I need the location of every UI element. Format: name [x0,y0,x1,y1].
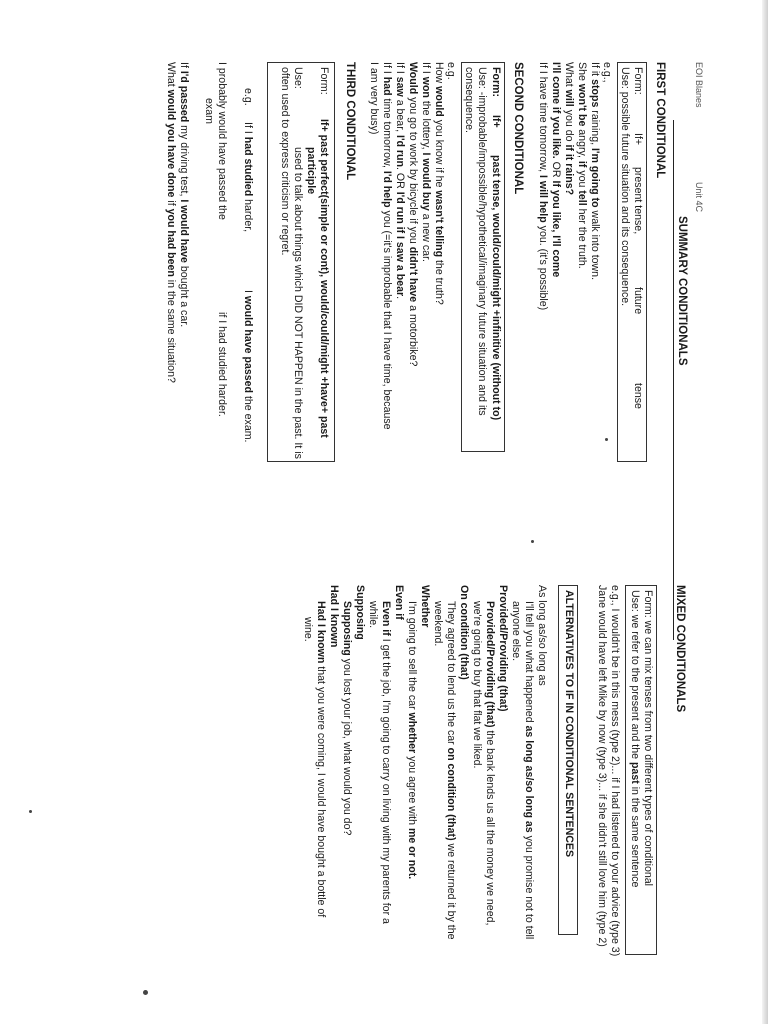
first-example-5: If I have time tomorrow, I will help you. (it's possible) [537,62,549,311]
third-eg-label: e.g. [242,88,254,106]
even-if-example-2: while. [367,601,379,629]
form-label: Form: [632,67,644,95]
form-future: future [632,287,644,315]
second-conditional-form-box [461,62,505,452]
third-use-label: Use: [292,67,304,89]
second-example-1: How would you know if he wasn't telling the truth? [433,62,445,305]
first-conditional-form-box [617,62,647,462]
second-eg: e.g. [445,62,457,80]
even-if-example-1: Even if I get the job, I'm going to carry on living with my parents for a [380,601,392,924]
alternatives-title-box [558,585,578,935]
mixed-use: Use: we refer to the present and the past in the same sentence [629,590,641,888]
on-condition-example-1: They agreed to lend us the car on condition (that) we returned it by the [445,601,457,940]
form-text: past tense, would/could/might +infinitive (without to) [490,155,502,421]
third-use-text-2: often used to express criticism or regret. [279,67,291,256]
alternatives-title: ALTERNATIVES TO IF IN CONDITIONAL SENTENCES [563,590,575,858]
scan-speck [29,810,32,813]
document-title-text: SUMMARY CONDITIONALS [676,216,688,366]
provided-example-1: Provided/Providing (that) the bank lends us all the money we need, [484,601,496,926]
third-example-1a: If I had studied harder, [242,122,254,233]
second-example-5: If I had time tomorrow, I'd help you (=it's improbable that I have time, because [381,62,393,430]
supposing-heading: Supposing [354,585,366,640]
first-example-3: What will you do if it rains? [563,62,575,196]
form-if: If+ [632,133,644,146]
as-long-as-heading: As long as/so long as [536,585,548,686]
mixed-example-1: e.g., I wouldn't be in this mess (type 2)... if I had listened to your advice (type 3) [609,585,621,957]
third-use-text-1: used to talk about things which DID NOT HAPPEN in the past. It is [292,147,304,459]
provided-heading: Provided/Providing (that) [497,585,509,712]
second-example-3: Would you go to work by bicycle if you didn't have a motorbike? [407,62,419,367]
third-example-2c: exam [203,98,215,124]
third-form-text-2: participle [305,147,317,195]
as-long-as-example-1: I'll tell you what happened as long as/so long as you promise not to tell [523,601,535,940]
form-if: If+ [490,115,502,128]
scan-speck [605,438,608,441]
first-use: Use: possible future situation and its consequence. [619,67,631,307]
document-title [673,120,688,640]
second-example-4: If I saw a bear, I'd run. OR I'd run if I saw a bear. [394,62,406,300]
supposing-example-1: Supposing you lost your job, what would you do? [341,601,353,836]
scan-edge [762,0,768,1024]
provided-example-2: we're going to buy that flat we liked. [471,601,483,769]
had-i-known-example-2: wine. [302,617,314,642]
third-example-2a: I probably would have passed the [216,62,228,220]
third-conditional-form-box [267,62,335,462]
even-if-heading: Even if [393,585,405,620]
scan-speck [143,990,148,995]
third-conditional-title: THIRD CONDITIONAL [344,62,356,181]
on-condition-example-2: weekend. [432,601,444,647]
whether-heading: Whether [419,585,431,628]
mixed-conditionals-title: MIXED CONDITIONALS [674,585,686,713]
as-long-as-example-2: anyone else. [510,601,522,662]
first-example-4: I'll come if you like. OR If you like, I'll come [550,62,562,278]
second-use-2: consequence. [463,67,475,133]
third-form-text-1: If+ past perfect(simple or cont), would/could/might +have+ past [318,119,330,438]
form-tense: present tense, [632,167,644,235]
mixed-conditionals-box [625,585,657,955]
scan-speck [531,540,534,543]
first-eg: e.g., [601,62,613,83]
third-example-4: What would you have done if you had been in the same situation? [165,62,177,383]
on-condition-heading: On condition (that) [458,585,470,680]
school-name: EOI Blanes [694,62,704,108]
second-conditional-title: SECOND CONDITIONAL [512,62,524,195]
form-label: Form: [490,67,502,98]
mixed-example-2: Jane would have left Mike by now (type 3)... if she didn't still love him (type 2) [596,585,608,947]
first-example-1: If it stops raining, I'm going to walk into town. [589,62,601,281]
first-conditional-title: FIRST CONDITIONAL [654,62,666,179]
had-i-known-example-1: Had I known that you were coming, I would have bought a bottle of [315,601,327,918]
second-example-5-cont: I am very busy) [368,62,380,135]
third-example-2b: if I had studied harder. [216,312,228,417]
had-i-known-heading: Had I known [328,585,340,648]
second-example-2: If I won the lottery, I would buy a new car. [420,62,432,262]
second-use-1: Use: -improbable/impossible/hypothetical/imaginary future situation and its [476,67,488,416]
form-tense2: tense [632,383,644,409]
mixed-form: Form: we can mix tenses from two different types of conditional [642,590,654,886]
whether-example-1: I'm going to sell the car whether you agree with me or not. [406,601,418,880]
third-example-3: If I'd passed my driving test, I would have bought a car. [178,62,190,328]
first-example-2: She won't be angry, if you tell her the truth. [576,62,588,269]
third-example-1b: I would have passed the exam. [242,290,254,443]
third-form-label: Form: [318,67,330,95]
unit-label: Unit 4C [694,182,704,213]
